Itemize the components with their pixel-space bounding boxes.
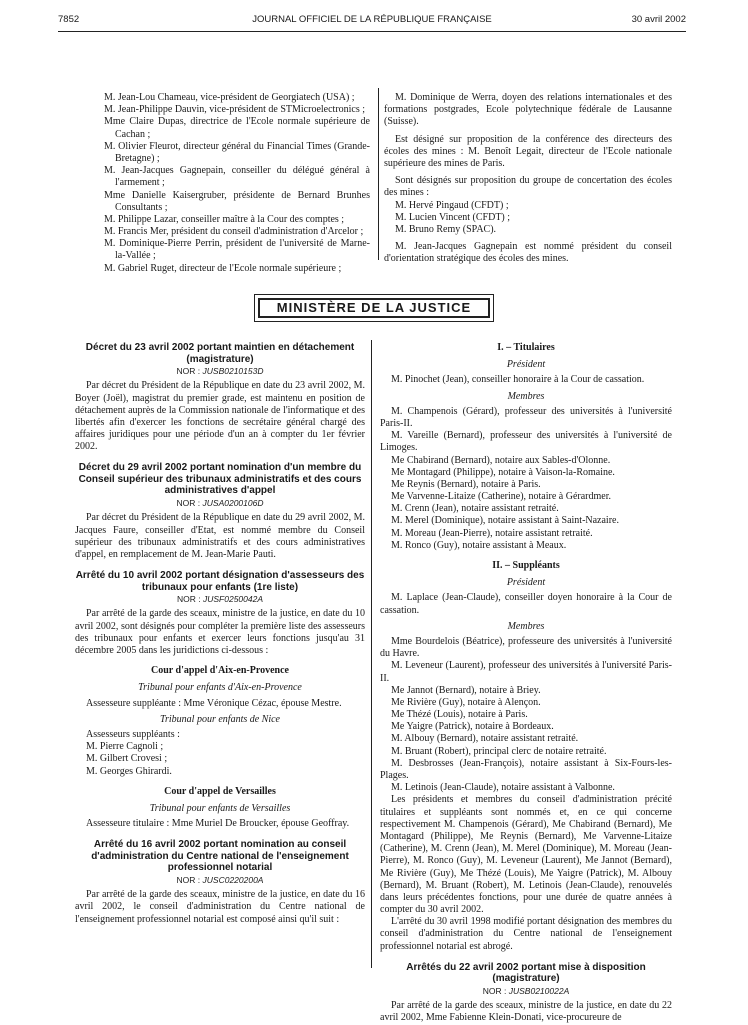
list-item: M. Desbrosses (Jean-François), notaire assistant à Six-Fours-les-Plages.	[380, 757, 672, 781]
paragraph: Les présidents et membres du conseil d'administration précité titulaires et suppléants sont nommés et, en ce qui concerne respectivement M. Champenois (Gérard), Me Chabirand (Bernard), Me Montagard (Philippe), Me Reynis (Bernard), Me Varvenne-Litaize (Catherine), M. Crenn (Jean), M. Merel (Dominique), M. Moreau (Jean-Pierre), M. Ronco (Guy), M. Leveneur (Laurent), Me Jannot (Bernard), Me Rivière (Guy), Me Thézé (Louis), Me Yaigre (Patrick), M. Albouy (Bernard), M. Bruant (Robert), M. Letinois (Jean-Claude), renouvelés dans leurs précédentes fonctions, pour une durée de quatre années à compter du 30 avril 2002.	[380, 794, 672, 916]
list-item: M. Moreau (Jean-Pierre), notaire assistant retraité.	[391, 527, 593, 539]
list-item: M. Dominique-Pierre Perrin, président de l'université de Marne-la-Vallée ;	[104, 238, 370, 262]
subheading: Président	[506, 359, 546, 371]
list-item: Me Thézé (Louis), notaire à Paris.	[391, 709, 528, 721]
paragraph: Assesseure titulaire : Mme Muriel De Broucker, épouse Geoffray.	[86, 818, 350, 830]
subheading: Président	[506, 577, 546, 589]
list-item: M. Georges Ghirardi.	[86, 765, 172, 777]
subheading: Membres	[507, 390, 545, 402]
nor-reference: NOR : JUSB0210153D	[176, 366, 264, 376]
decree-title: Décret du 23 avril 2002 portant maintien en détachement (magistrature)	[85, 342, 355, 365]
paragraph: Par décret du Président de la République en date du 23 avril 2002, M. Boyer (Joël), magistrat du premier grade, est maintenu en position de détachement auprès de la Commission nationale de l'informatique et des libertés afin d'exercer les fonctions de secrétaire général chargé des affaires juridiques pour une période d'un an à compter du 1er février 2002.	[75, 380, 365, 453]
list-item: Me Rivière (Guy), notaire à Alençon.	[391, 696, 541, 708]
list-item: M. Lucien Vincent (CFDT) ;	[395, 211, 511, 223]
list-item: M. Francis Mer, président du conseil d'administration d'Arcelor ;	[104, 226, 364, 238]
decree-title: Arrêté du 16 avril 2002 portant nomination au conseil d'administration du Centre national de l'enseignement professionnel notarial	[91, 839, 349, 874]
list-item: Me Jannot (Bernard), notaire à Briey.	[391, 684, 541, 696]
list-item: M. Letinois (Jean-Claude), notaire assistant à Valbonne.	[391, 782, 615, 794]
paragraph: Par arrêté de la garde des sceaux, ministre de la justice, en date du 10 avril 2002, sont désignés pour compléter la première liste des assesseurs des tribunaux pour enfants et exercer leurs fonctions jusqu'au 31 décembre 2005 dans les juridictions ci-dessous :	[75, 608, 365, 657]
paragraph: Par arrêté de la garde des sceaux, ministre de la justice, en date du 16 avril 2002, le conseil d'administration du Centre national de l'enseignement professionnel notarial est composé ainsi qu'il suit :	[75, 889, 365, 925]
column-divider	[378, 88, 379, 260]
list-item: M. Jean-Lou Chameau, vice-président de Georgiatech (USA) ;	[104, 92, 355, 103]
paragraph: Par arrêté de la garde des sceaux, ministre de la justice, en date du 22 avril 2002, Mme Fabienne Klein-Donati, vice-procureure de	[380, 1000, 672, 1024]
list-item: M. Jean-Philippe Dauvin, vice-président de STMicroelectronics ;	[104, 104, 366, 116]
journal-title: JOURNAL OFFICIEL DE LA RÉPUBLIQUE FRANÇAISE	[252, 14, 492, 25]
paragraph: Assesseure suppléante : Mme Véronique Cézac, épouse Mestre.	[86, 697, 342, 709]
ministry-title: MINISTÈRE DE LA JUSTICE	[258, 298, 490, 318]
page-number: 7852	[58, 14, 80, 25]
nor-reference: NOR : JUSC0220200A	[176, 874, 264, 885]
nor-reference: NOR : JUSA0200106D	[176, 497, 264, 508]
section-heading: Cour d'appel d'Aix-en-Provence	[151, 665, 289, 677]
list-item: M. Bruant (Robert), principal clerc de notaire retraité.	[391, 745, 607, 757]
page-header	[58, 14, 686, 26]
top-right-column	[384, 92, 672, 265]
list-item: M. Albouy (Bernard), notaire assistant retraité.	[391, 733, 579, 745]
list-item: M. Olivier Fleurot, directeur général du Financial Times (Grande-Bretagne) ;	[104, 140, 370, 164]
section-heading: II. – Suppléants	[492, 560, 560, 571]
list-item: M. Vareille (Bernard), professeur des universités à l'université de Limoges.	[380, 430, 672, 454]
list-item: Me Yaigre (Patrick), notaire à Bordeaux.	[391, 721, 554, 733]
list-item: M. Champenois (Gérard), professeur des universités à l'université Paris-II.	[380, 405, 672, 429]
list-item: M. Bruno Remy (SPAC).	[395, 223, 497, 235]
list-item: Mme Claire Dupas, directrice de l'Ecole normale supérieure de Cachan ;	[104, 116, 370, 140]
list-item: Assesseurs suppléants :	[86, 728, 180, 740]
list-item: Me Montagard (Philippe), notaire à Vaison-la-Romaine.	[391, 466, 615, 478]
list-item: M. Pierre Cagnoli ;	[86, 741, 164, 753]
subheading: Tribunal pour enfants d'Aix-en-Provence	[138, 682, 302, 694]
column-divider	[371, 340, 372, 968]
list-item: M. Philippe Lazar, conseiller maître à la Cour des comptes ;	[104, 213, 345, 225]
paragraph: Sont désignés sur proposition du groupe de concertation des écoles des mines :	[384, 175, 672, 199]
header-rule	[58, 31, 686, 32]
subheading: Membres	[507, 620, 545, 632]
paragraph: L'arrêté du 30 avril 1998 modifié portant désignation des membres du conseil d'administration du Centre national de l'enseignement professionnel notarial est abrogé.	[380, 916, 672, 952]
list-item: M. Merel (Dominique), notaire assistant à Saint-Nazaire.	[391, 515, 619, 527]
list-item: Mme Bourdelois (Béatrice), professeure des universités à l'université du Havre.	[380, 635, 672, 660]
list-item: M. Leveneur (Laurent), professeur des universités à l'université Paris-II.	[380, 660, 672, 684]
section-heading: Cour d'appel de Versailles	[164, 785, 276, 797]
list-item: Mme Danielle Kaisergruber, présidente de Bernard Brunhes Consultants ;	[104, 189, 370, 213]
nor-reference: NOR : JUSB0210022A	[482, 985, 570, 996]
paragraph: Est désigné sur proposition de la conférence des directeurs des écoles des mines : M. Benoît Legait, directeur de l'Ecole nationale supérieure des mines de Paris.	[384, 133, 672, 169]
list-item: M. Gilbert Crovesi ;	[86, 753, 168, 765]
subheading: Tribunal pour enfants de Nice	[160, 713, 280, 725]
issue-date: 30 avril 2002	[631, 14, 686, 25]
section-heading: I. – Titulaires	[497, 342, 555, 353]
list-item: M. Gabriel Ruget, directeur de l'Ecole normale supérieure ;	[104, 262, 342, 274]
paragraph: M. Laplace (Jean-Claude), conseiller doyen honoraire à la Cour de cassation.	[380, 592, 672, 616]
list-item: M. Ronco (Guy), notaire assistant à Meaux.	[391, 539, 567, 551]
paragraph: M. Pinochet (Jean), conseiller honoraire à la Cour de cassation.	[391, 374, 645, 386]
subheading: Tribunal pour enfants de Versailles	[149, 802, 291, 814]
right-column	[380, 342, 672, 1025]
decree-title: Arrêté du 10 avril 2002 portant désignation d'assesseurs des tribunaux pour enfants (1re liste)	[75, 570, 365, 593]
decree-title: Décret du 29 avril 2002 portant nomination d'un membre du Conseil supérieur des tribunaux administratifs et des cours administratives d'appel	[78, 462, 362, 497]
left-column	[75, 342, 365, 926]
list-item: M. Crenn (Jean), notaire assistant retraité.	[391, 503, 559, 515]
list-item: Me Reynis (Bernard), notaire à Paris.	[391, 478, 541, 490]
list-item: M. Hervé Pingaud (CFDT) ;	[395, 199, 509, 211]
decree-title: Arrêtés du 22 avril 2002 portant mise à disposition (magistrature)	[406, 961, 646, 985]
list-item: Me Chabirand (Bernard), notaire aux Sables-d'Olonne.	[391, 454, 611, 466]
list-item: M. Jean-Jacques Gagnepain, conseiller du délégué général à l'armement ;	[104, 165, 370, 189]
top-left-column	[104, 92, 370, 275]
ministry-title-box	[254, 294, 494, 322]
nor-reference: NOR : JUSF0250042A	[176, 594, 263, 605]
paragraph: M. Jean-Jacques Gagnepain est nommé président du conseil d'orientation stratégique des écoles des mines.	[384, 241, 672, 265]
paragraph: M. Dominique de Werra, doyen des relations internationales et des formations postgrades, Ecole polytechnique fédérale de Lausanne (Suisse).	[384, 92, 672, 128]
paragraph: Par décret du Président de la République en date du 29 avril 2002, M. Jacques Faure, conseiller d'Etat, est nommé membre du Conseil supérieur des tribunaux administratifs et des cours administratives d'appel, en remplacement de M. Jean-Marie Pauti.	[75, 512, 365, 560]
list-item: Me Varvenne-Litaize (Catherine), notaire à Gérardmer.	[391, 491, 611, 503]
